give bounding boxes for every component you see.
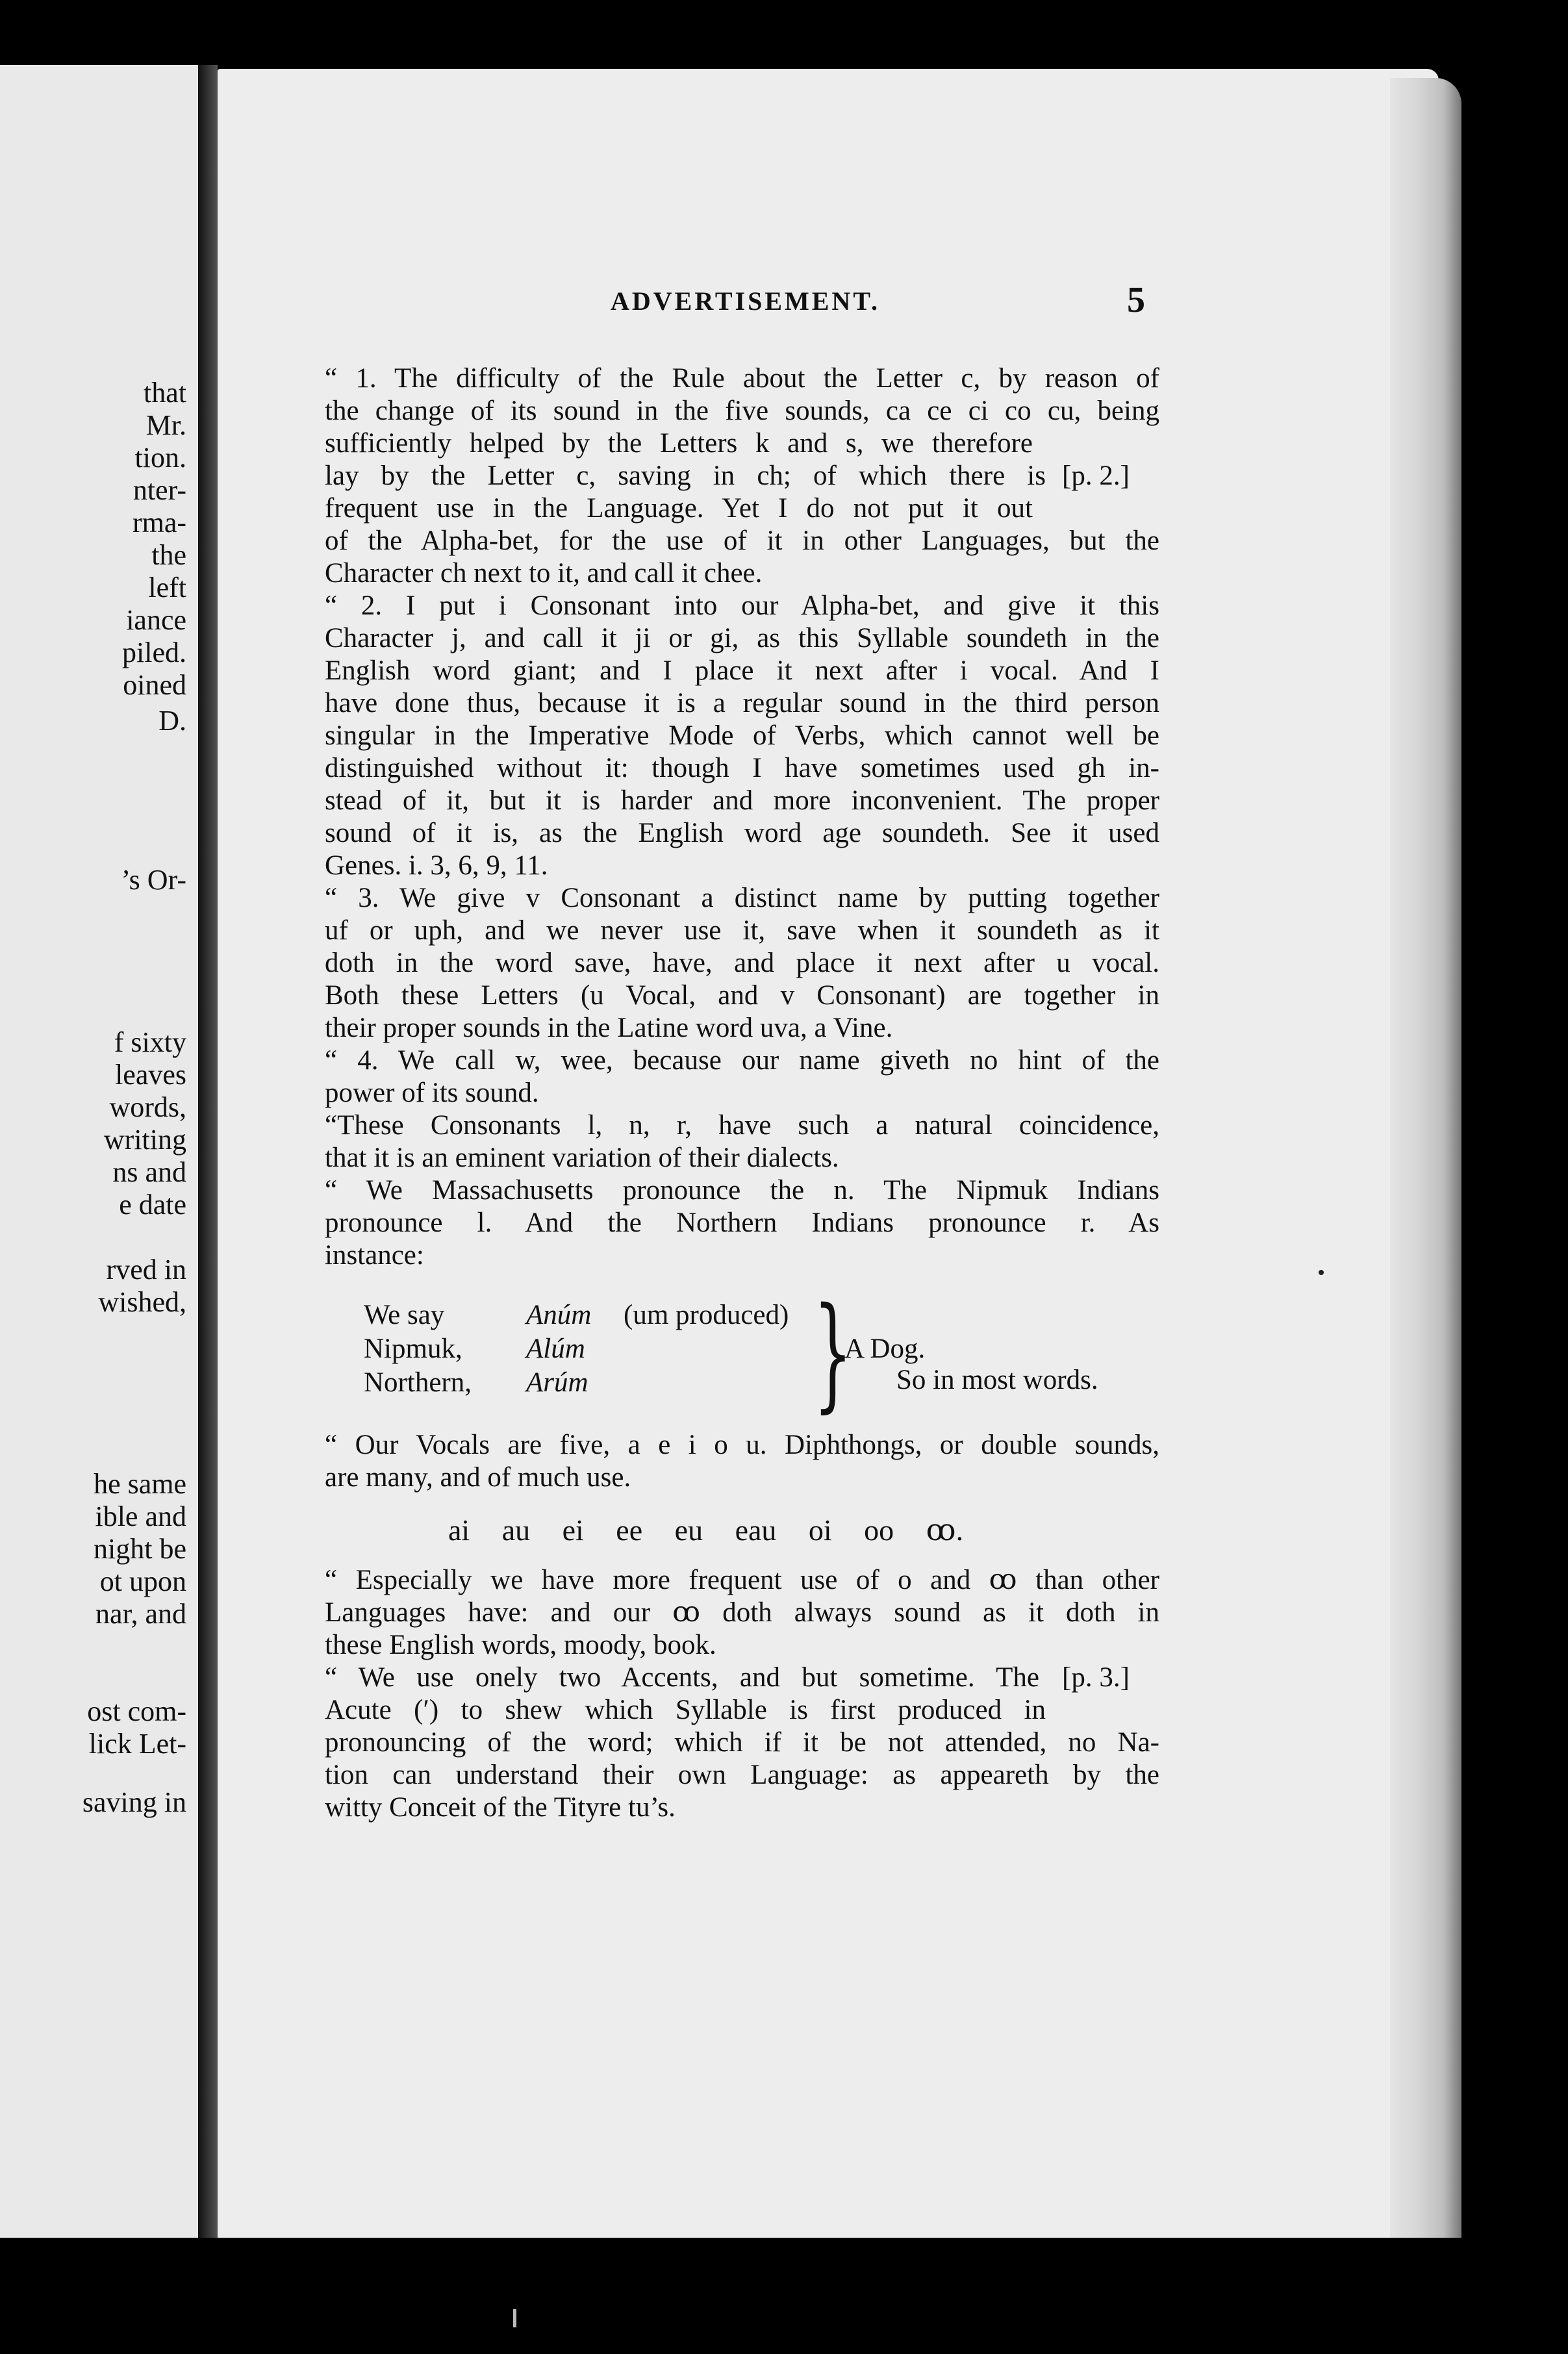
fragment: tion. [134,442,186,474]
text-line: “ Especially we have more frequent use of o and ꝏ than other [325,1565,1159,1595]
fragment: the [151,539,186,571]
text-line: have done thus, because it is a regular sound in the third person [325,688,1159,718]
text-line: “ 2. I put i Consonant into our Alpha-bet, and give it this [325,590,1159,621]
text-line: power of its sound. [325,1078,539,1108]
fragment: he same [94,1468,186,1500]
indian-word: Arúm [526,1367,588,1398]
speaker-label: Northern, [364,1367,472,1398]
margin-note: [p. 2.] [1062,461,1130,491]
meaning: A Dog. [844,1334,926,1364]
text-line: Character j, and call it ji or gi, as this Syllable soundeth in the [325,623,1159,653]
fragment: leaves [115,1059,186,1091]
text-line: of the Alpha-bet, for the use of it in other Languages, but the [325,525,1159,556]
indian-word: Alúm [526,1334,585,1364]
text-line: Character ch next to it, and call it chee. [325,558,763,588]
text-line: frequent use in the Language. Yet I do not put it out [325,493,1033,524]
diphthong-list: ai au ei ee eu eau oi oo ꝏ. [448,1513,964,1547]
fragment: that [144,377,186,409]
text-line: their proper sounds in the Latine word uva, a Vine. [325,1013,893,1043]
text-line: uf or uph, and we never use it, save when it soundeth as it [325,915,1159,946]
text-line: sound of it is, as the English word age soundeth. See it used [325,818,1159,848]
page-number: 5 [1127,280,1145,320]
fragment: writing [103,1124,186,1156]
page-edges [1390,78,1461,2238]
fragment: night be [94,1533,186,1565]
fragment: left [148,572,186,603]
text-line: “ Our Vocals are five, a e i o u. Diphthongs, or double sounds, [325,1430,1159,1460]
text-line: lay by the Letter c, saving in ch; of which there is [325,461,1046,491]
text-line: English word giant; and I place it next after i vocal. And I [325,655,1159,686]
text-line: these English words, moody, book. [325,1630,716,1660]
text-line: that it is an eminent variation of their dialects. [325,1143,839,1173]
text-line: “ We use onely two Accents, and but sometime. The [325,1662,1039,1693]
indian-word: Anúm [526,1300,592,1330]
text-line: distinguished without it: though I have sometimes used gh in- [325,753,1159,783]
text-line: “ 1. The difficulty of the Rule about the Letter c, by reason of [325,363,1159,394]
word-note: (um produced) [624,1300,789,1330]
fragment: ot upon [99,1565,186,1597]
text-line: pronounce l. And the Northern Indians pronounce r. As [325,1208,1159,1238]
book-gutter [198,65,218,2238]
text-line: singular in the Imperative Mode of Verbs, which cannot well be [325,720,1159,751]
scan-border [0,2238,1568,2354]
text-line: “ 3. We give v Consonant a distinct name by putting together [325,883,1159,913]
fragment: rved in [106,1254,186,1285]
fragment: nar, and [95,1598,186,1630]
facing-page-fragment [0,65,201,2238]
fragment: e date [119,1189,186,1221]
text-line: doth in the word save, have, and place it next after u vocal. [325,948,1159,978]
fragment: lick Let- [88,1728,186,1760]
fragment: ’s Or- [121,864,186,896]
text-line: tion can understand their own Language: as appeareth by the [325,1760,1159,1790]
text-line: Both these Letters (u Vocal, and v Consonant) are together in [325,980,1159,1011]
fragment: oined [123,669,186,701]
fragment: wished, [98,1286,186,1318]
fragment: piled. [122,637,186,668]
scan-mark [513,2309,516,2327]
running-header: ADVERTISEMENT. [611,286,881,316]
fragment: saving in [82,1786,186,1818]
fragment: nter- [133,474,186,506]
fragment: D. [158,705,186,737]
curly-brace-icon: } [813,1281,853,1424]
ink-dot [1319,1270,1324,1275]
text-line: pronouncing of the word; which if it be not attended, no Na- [325,1727,1159,1758]
text-line: are many, and of much use. [325,1462,631,1493]
fragment: ost com- [87,1695,186,1727]
fragment: rma- [132,507,186,538]
fragment: ible and [95,1500,186,1532]
fragment: Mr. [145,409,186,441]
text-line: “ 4. We call w, wee, because our name giveth no hint of the [325,1045,1159,1076]
fragment: iance [126,604,186,636]
fragment: f sixty [114,1026,186,1058]
text-line: sufficiently helped by the Letters k and s, we therefore [325,428,1033,459]
text-line: “These Consonants l, n, r, have such a natural coincidence, [325,1110,1159,1141]
text-line: Acute (′) to shew which Syllable is first produced in [325,1695,1046,1725]
fragment: ns and [112,1156,186,1188]
fragment: words, [109,1091,186,1123]
text-line: the change of its sound in the five sounds, ca ce ci co cu, being [325,396,1159,426]
text-line: Genes. i. 3, 6, 9, 11. [325,850,548,881]
margin-note: [p. 3.] [1062,1662,1130,1693]
speaker-label: We say [364,1300,445,1330]
text-line: “ We Massachusetts pronounce the n. The Nipmuk Indians [325,1175,1159,1206]
speaker-label: Nipmuk, [364,1334,462,1364]
footnote: So in most words. [896,1365,1098,1395]
text-line: Languages have: and our ꝏ doth always sound as it doth in [325,1597,1159,1628]
text-line: witty Conceit of the Tityre tu’s. [325,1792,676,1823]
text-line: instance: [325,1240,424,1271]
text-line: stead of it, but it is harder and more inconvenient. The proper [325,785,1159,816]
